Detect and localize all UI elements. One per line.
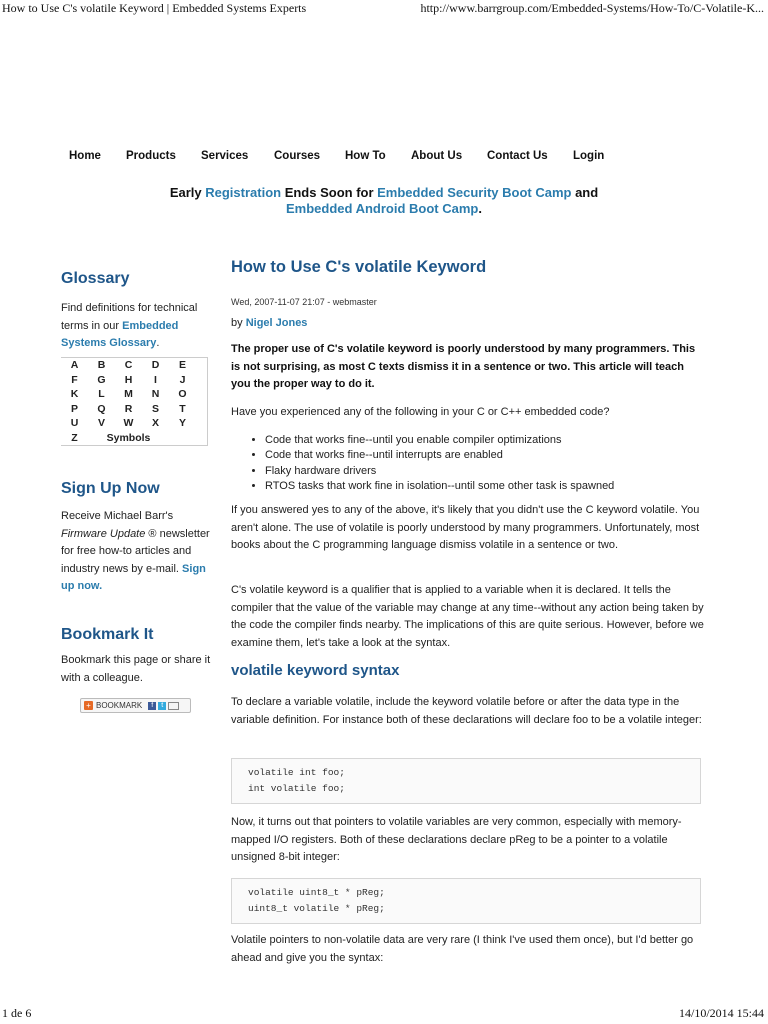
glossary-letter[interactable]: M — [124, 388, 133, 400]
glossary-heading: Glossary — [61, 270, 130, 287]
registration-link[interactable]: Registration — [205, 185, 282, 200]
list-item: • Code that works fine--until you enable compiler optimizations — [265, 433, 614, 448]
glossary-link[interactable]: Embedded Systems Glossary — [61, 319, 179, 349]
announcement-text: . — [478, 201, 482, 216]
article-paragraph: C's volatile keyword is a qualifier that is applied to a variable when it is declared. It tells the compiler that the value of the variable may change at any time--without any action being taken by the code the compiler finds nearby. The implications of this are quite serious. However, before we examine them, let's take a look at the syntax. — [231, 584, 704, 649]
article-meta: Wed, 2007-11-07 21:07 - webmaster — [231, 297, 377, 307]
glossary-letter[interactable]: V — [97, 417, 105, 429]
signup-description — [61, 508, 211, 596]
nav-services[interactable]: Services — [201, 150, 249, 162]
article-paragraph: To declare a variable volatile, include the keyword volatile before or after the data type in the variable definition. For instance both of these declarations will declare foo to be a volatile integer: — [231, 696, 702, 726]
section-heading: volatile keyword syntax — [231, 662, 400, 679]
glossary-letter[interactable]: H — [124, 373, 133, 386]
glossary-letter[interactable]: Y — [178, 417, 186, 429]
signup-text: Receive Michael Barr's — [61, 510, 174, 522]
page-title: How to Use C's volatile Keyword | Embedded Systems Experts — [2, 1, 307, 15]
announcement-text: Early — [169, 185, 206, 200]
nav-products[interactable]: Products — [126, 150, 176, 162]
glossary-letter[interactable]: Q — [97, 402, 106, 415]
nav-contact-us[interactable]: Contact Us — [487, 150, 548, 162]
glossary-row — [61, 402, 207, 417]
glossary-letter[interactable]: E — [178, 359, 186, 371]
page-url: http://www.barrgroup.com/Embedded-Systems/How-To/C-Volatile-K... — [420, 1, 764, 15]
glossary-text: Find definitions for technical terms in our — [61, 302, 198, 332]
bookmark-section — [61, 626, 211, 687]
byline-prefix: by — [231, 317, 246, 329]
glossary-letter[interactable]: B — [97, 359, 106, 371]
print-timestamp: 14/10/2014 15:44 — [678, 1006, 764, 1020]
article-question: Have you experienced any of the following in your C or C++ embedded code? — [231, 406, 610, 418]
announcement-banner — [0, 185, 768, 217]
nav-how-to[interactable]: How To — [345, 150, 386, 162]
glossary-letter[interactable]: X — [151, 417, 159, 429]
article-title: How to Use C's volatile Keyword — [231, 258, 487, 276]
registered-mark: ® — [145, 527, 157, 540]
glossary-letter[interactable]: J — [179, 373, 186, 386]
code-block — [231, 878, 701, 924]
bookmark-button[interactable] — [80, 698, 191, 713]
page-number: 1 de 6 — [2, 1006, 32, 1020]
article-paragraph: If you answered yes to any of the above, it's likely that you didn't use the C keyword volatile. You aren't alone. The use of volatile is poorly understood by many programmers. Unfortunately, most books about the C programming language dismiss volatile in a sentence or two. — [231, 504, 700, 551]
sidebar — [61, 270, 211, 353]
newsletter-name: Firmware Update — [61, 527, 146, 540]
glossary-row — [61, 373, 207, 388]
facebook-icon[interactable]: f — [148, 702, 156, 710]
glossary-letter[interactable]: G — [97, 373, 106, 386]
print-header — [0, 0, 768, 16]
article-lead: The proper use of C's volatile keyword is poorly understood by many programmers. This is not surprising, as most C texts dismiss it in a sentence or two. This article will teach you the proper way to do it. — [231, 343, 696, 390]
glossary-row — [61, 358, 207, 373]
signup-section — [61, 480, 211, 596]
glossary-letter[interactable]: K — [70, 388, 79, 400]
plus-icon: + — [84, 701, 93, 710]
glossary-description — [61, 300, 211, 353]
code-line: uint8_t volatile * pReg; — [248, 903, 385, 914]
glossary-letter[interactable]: Z — [71, 431, 78, 444]
glossary-letter[interactable]: A — [70, 359, 79, 371]
list-item: • RTOS tasks that work fine in isolation--until some other task is spawned — [265, 479, 614, 494]
signup-text: newsletter for free how-to articles and industry news by e-mail. — [61, 527, 210, 575]
bookmark-description: Bookmark this page or share it with a colleague. — [61, 654, 211, 684]
signup-heading: Sign Up Now — [61, 480, 160, 497]
twitter-icon[interactable]: t — [158, 702, 166, 710]
code-block — [231, 758, 701, 804]
glossary-letter[interactable]: S — [151, 402, 159, 415]
author-link[interactable]: Nigel Jones — [245, 317, 308, 329]
glossary-row — [61, 387, 207, 402]
code-line: volatile int foo; — [248, 767, 345, 778]
signup-link[interactable]: Sign up now. — [61, 562, 206, 592]
glossary-letter[interactable]: O — [178, 388, 187, 400]
glossary-letter[interactable]: D — [151, 359, 160, 371]
glossary-index — [61, 357, 208, 446]
nav-login[interactable]: Login — [573, 150, 605, 162]
glossary-letter[interactable]: U — [70, 417, 79, 429]
nav-about-us[interactable]: About Us — [411, 150, 463, 162]
glossary-letter[interactable]: R — [124, 402, 133, 415]
list-item: • Code that works fine--until interrupts are enabled — [265, 448, 614, 463]
glossary-symbols[interactable]: Symbols — [106, 431, 151, 444]
code-line: int volatile foo; — [248, 783, 345, 794]
android-bootcamp-link[interactable]: Embedded Android Boot Camp — [286, 201, 479, 216]
list-item: • Flaky hardware drivers — [265, 464, 614, 479]
announcement-text: and — [571, 185, 599, 200]
bookmark-button-label: BOOKMARK — [96, 701, 143, 710]
glossary-row — [61, 416, 207, 431]
glossary-letter[interactable]: F — [71, 373, 78, 386]
article-paragraph: Volatile pointers to non-volatile data are very rare (I think I've used them once), but I'd better go ahead and give you the syntax: — [231, 934, 694, 964]
article-paragraph: Now, it turns out that pointers to volatile variables are very common, especially with memory-mapped I/O registers. Both of these declarations declare pReg to be a pointer to a volatile unsigned 8-bit integer: — [231, 816, 682, 863]
email-icon[interactable] — [168, 702, 179, 710]
bookmark-heading: Bookmark It — [61, 626, 154, 643]
announcement-text: Ends Soon for — [281, 185, 378, 200]
glossary-text-end: . — [156, 337, 160, 349]
print-footer — [0, 1006, 768, 1024]
glossary-row — [61, 431, 207, 446]
glossary-letter[interactable]: L — [98, 388, 105, 400]
glossary-letter[interactable]: C — [124, 359, 133, 371]
glossary-letter[interactable]: N — [151, 388, 160, 400]
symptom-list — [231, 433, 614, 494]
glossary-letter[interactable]: I — [154, 373, 157, 386]
nav-home[interactable]: Home — [69, 150, 101, 162]
glossary-letter[interactable]: P — [70, 402, 78, 415]
nav-courses[interactable]: Courses — [274, 150, 321, 162]
glossary-letter[interactable]: W — [123, 417, 134, 429]
glossary-letter[interactable]: T — [179, 402, 186, 415]
main-nav — [60, 150, 768, 166]
article-byline — [231, 317, 307, 329]
security-bootcamp-link[interactable]: Embedded Security Boot Camp — [377, 185, 572, 200]
code-line: volatile uint8_t * pReg; — [248, 887, 385, 898]
